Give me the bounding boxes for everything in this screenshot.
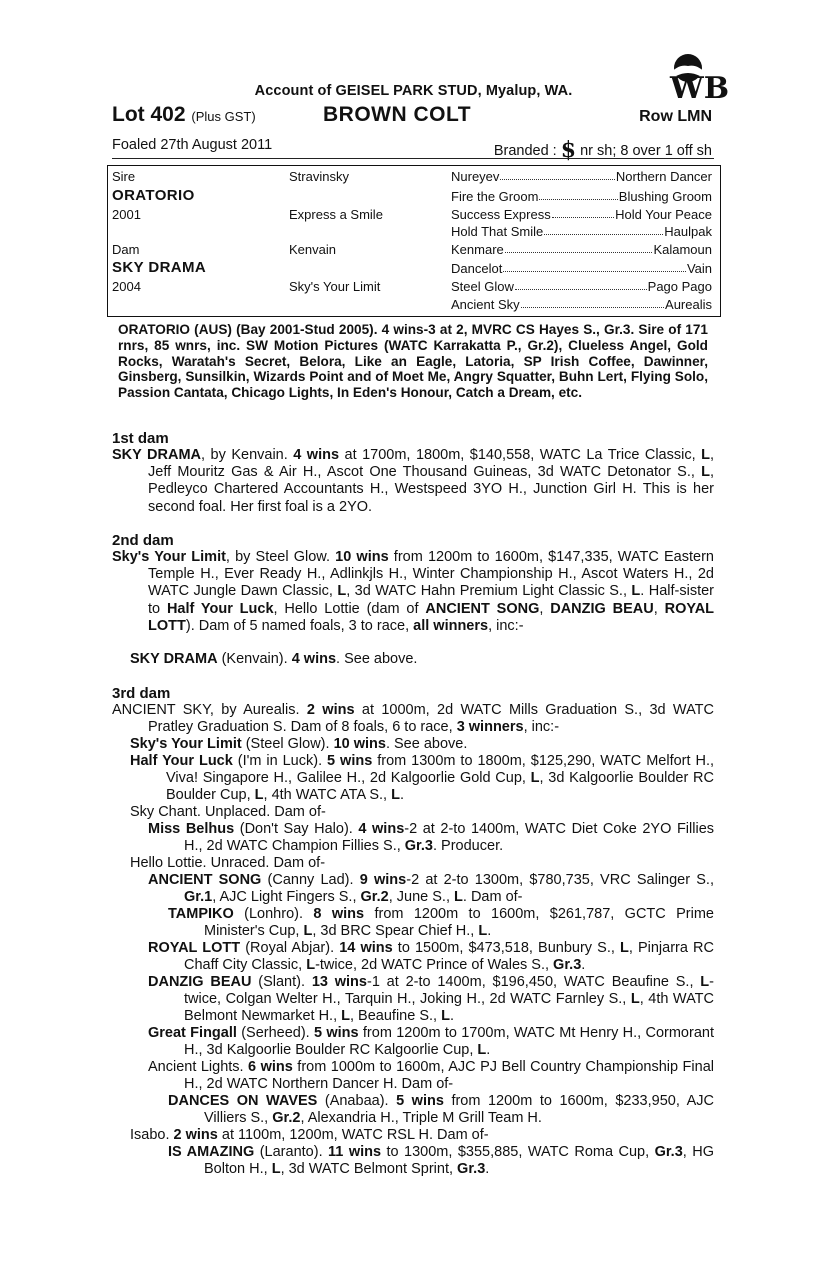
progeny-entry: Ancient Lights. 6 wins from 1000m to 1600m, AJC PJ Bell Country Championship Final H., 2d WATC Northern Dancer H. Dam of- xyxy=(148,1059,714,1093)
gst-note: (Plus GST) xyxy=(191,109,256,124)
first-dam-heading: 1st dam xyxy=(112,430,169,447)
sire-year: 2001 xyxy=(112,207,141,222)
ancestor-row: Nureyev Northern Dancer xyxy=(451,169,712,184)
branded-label: Branded : xyxy=(493,143,557,159)
account-line: Account of GEISEL PARK STUD, Myalup, WA. xyxy=(254,83,573,99)
header-rule xyxy=(112,158,714,159)
branded-detail: nr sh; 8 over 1 off sh xyxy=(580,143,712,159)
dam-year: 2004 xyxy=(112,279,141,294)
progeny-entry: Great Fingall (Serheed). 5 wins from 1200m to 1700m, WATC Mt Henry H., Cormorant H., 3d Kalgoorlie Boulder RC Kalgoorlie Cup, L. xyxy=(148,1025,714,1059)
progeny-entry: TAMPIKO (Lonhro). 8 wins from 1200m to 1600m, $261,787, GCTC Prime Minister's Cup, L, 3d BRC Spear Chief H., L. xyxy=(168,906,714,940)
sire-dam: Express a Smile xyxy=(289,207,383,222)
progeny-entry: Sky Chant. Unplaced. Dam of- xyxy=(130,804,326,820)
dam-label: Dam xyxy=(112,242,140,257)
dam-sire: Kenvain xyxy=(289,242,336,257)
sire-summary: ORATORIO (AUS) (Bay 2001-Stud 2005). 4 wins-3 at 2, MVRC CS Hayes S., Gr.3. Sire of 171 rnrs, 85 wnrs, inc. SW Motion Pictures (WATC Karrakatta P., Gr.2), Clueless Angel, Gold Rocks, Waratah's Secret, Belora, Like an Eagle, Latoria, SP Irish Coffee, Dawinner, Ginsberg, Sunsilkin, Wizards Point and of Moet Me, Angry Squatter, Buhn Lert, Flying Solo, Passion Cantata, Chicago Lights, In Eden's Honour, Catch a Dream, etc. xyxy=(118,322,708,401)
horse-title: BROWN COLT xyxy=(323,103,472,126)
ancestor-row: Hold That Smile Haulpak xyxy=(451,224,712,239)
branded-info xyxy=(494,137,712,163)
third-dam-intro: ANCIENT SKY, by Aurealis. 2 wins at 1000m, 2d WATC Mills Graduation S., 3d WATC Pratley Graduation S. Dam of 8 foals, 6 to race, 3 winners, inc:- xyxy=(112,702,715,736)
progeny-entry: Sky's Your Limit (Steel Glow). 10 wins. See above. xyxy=(130,736,468,752)
ancestor-row: Ancient Sky Aurealis xyxy=(451,297,712,312)
ancestor-row: Dancelot Vain xyxy=(451,261,712,276)
foaled-date: Foaled 27th August 2011 xyxy=(112,137,273,153)
dam-dam: Sky's Your Limit xyxy=(289,279,381,294)
dam-name: SKY DRAMA xyxy=(112,259,207,276)
second-dam-heading: 2nd dam xyxy=(112,532,174,549)
progeny-entry: DANCES ON WAVES (Anabaa). 5 wins from 1200m to 1600m, $233,950, AJC Villiers S., Gr.2, Alexandria H., Triple M Grill Team H. xyxy=(168,1093,714,1127)
progeny-entry: Isabo. 2 wins at 1100m, 1200m, WATC RSL H. Dam of- xyxy=(130,1127,489,1143)
second-dam-paragraph: Sky's Your Limit, by Steel Glow. 10 wins from 1200m to 1600m, $147,335, WATC Eastern Temple H., Ever Ready H., Adlinkjls H., Winter Championship H., Ascot Waters H., 2d WATC Jungle Dawn Classic, L, 3d WATC Hahn Premium Light Classic S., L. Half-sister to Half Your Luck, Hello Lottie (dam of ANCIENT SONG, DANZIG BEAU, ROYAL LOTT). Dam of 5 named foals, 3 to race, all winners, inc:- xyxy=(112,549,715,634)
sire-sire: Stravinsky xyxy=(289,169,349,184)
sire-label: Sire xyxy=(112,169,136,184)
brand-mark-icon: $ xyxy=(560,137,577,163)
progeny-entry: ANCIENT SONG (Canny Lad). 9 wins-2 at 2-to 1300m, $780,735, VRC Salinger S., Gr.1, AJC Light Fingers S., Gr.2, June S., L. Dam of- xyxy=(148,872,714,906)
row-label: Row LMN xyxy=(639,108,712,125)
progeny-entry: Miss Belhus (Don't Say Halo). 4 wins-2 at 2-to 1400m, WATC Diet Coke 2YO Fillies H., 2d WATC Champion Fillies S., Gr.3. Producer. xyxy=(148,821,715,855)
logo-letter-w: WB xyxy=(670,71,730,106)
ancestor-row: Success Express Hold Your Peace xyxy=(451,207,712,222)
ancestor-row: Steel Glow Pago Pago xyxy=(451,279,712,294)
pedigree-box xyxy=(107,165,721,317)
progeny-entry: IS AMAZING (Laranto). 11 wins to 1300m, $355,885, WATC Roma Cup, Gr.3, HG Bolton H., L, 3d WATC Belmont Sprint, Gr.3. xyxy=(168,1144,715,1178)
progeny-entry: ROYAL LOTT (Royal Abjar). 14 wins to 1500m, $473,518, Bunbury S., L, Pinjarra RC Chaff City Classic, L-twice, 2d WATC Prince of Wales S., Gr.3. xyxy=(148,940,714,974)
ancestor-row: Fire the Groom Blushing Groom xyxy=(451,189,712,204)
lot-label: Lot 402 xyxy=(112,103,186,126)
ancestor-row: Kenmare Kalamoun xyxy=(451,242,712,257)
second-dam-progeny: SKY DRAMA (Kenvain). 4 wins. See above. xyxy=(130,651,418,667)
first-dam-paragraph: SKY DRAMA, by Kenvain. 4 wins at 1700m, 1800m, $140,558, WATC La Trice Classic, L, Jeff Mouritz Gas & Air H., Ascot One Thousand Guineas, 3d WATC Detonator S., L, Pedleyco Chartered Accountants H., Westspeed 3YO H., Junction Girl H. This is her second foal. Her first foal is a 2YO. xyxy=(112,447,715,515)
sire-name: ORATORIO xyxy=(112,187,195,204)
progeny-entry: Half Your Luck (I'm in Luck). 5 wins from 1300m to 1800m, $125,290, WATC Melfort H., Viva! Singapore H., Galilee H., 2d Kalgoorlie Gold Cup, L, 3d Kalgoorlie Boulder RC Boulder Cup, L, 4th WATC ATA S., L. xyxy=(130,753,714,804)
third-dam-heading: 3rd dam xyxy=(112,685,171,702)
lot-number xyxy=(112,103,256,127)
progeny-entry: Hello Lottie. Unraced. Dam of- xyxy=(130,855,326,871)
progeny-entry: DANZIG BEAU (Slant). 13 wins-1 at 2-to 1400m, $196,450, WATC Beaufine S., L-twice, Colgan Welter H., Tarquin H., Joking H., 2d WATC Farnley S., L, 4th WATC Belmont Newmarket H., L, Beaufine S., L. xyxy=(148,974,714,1025)
